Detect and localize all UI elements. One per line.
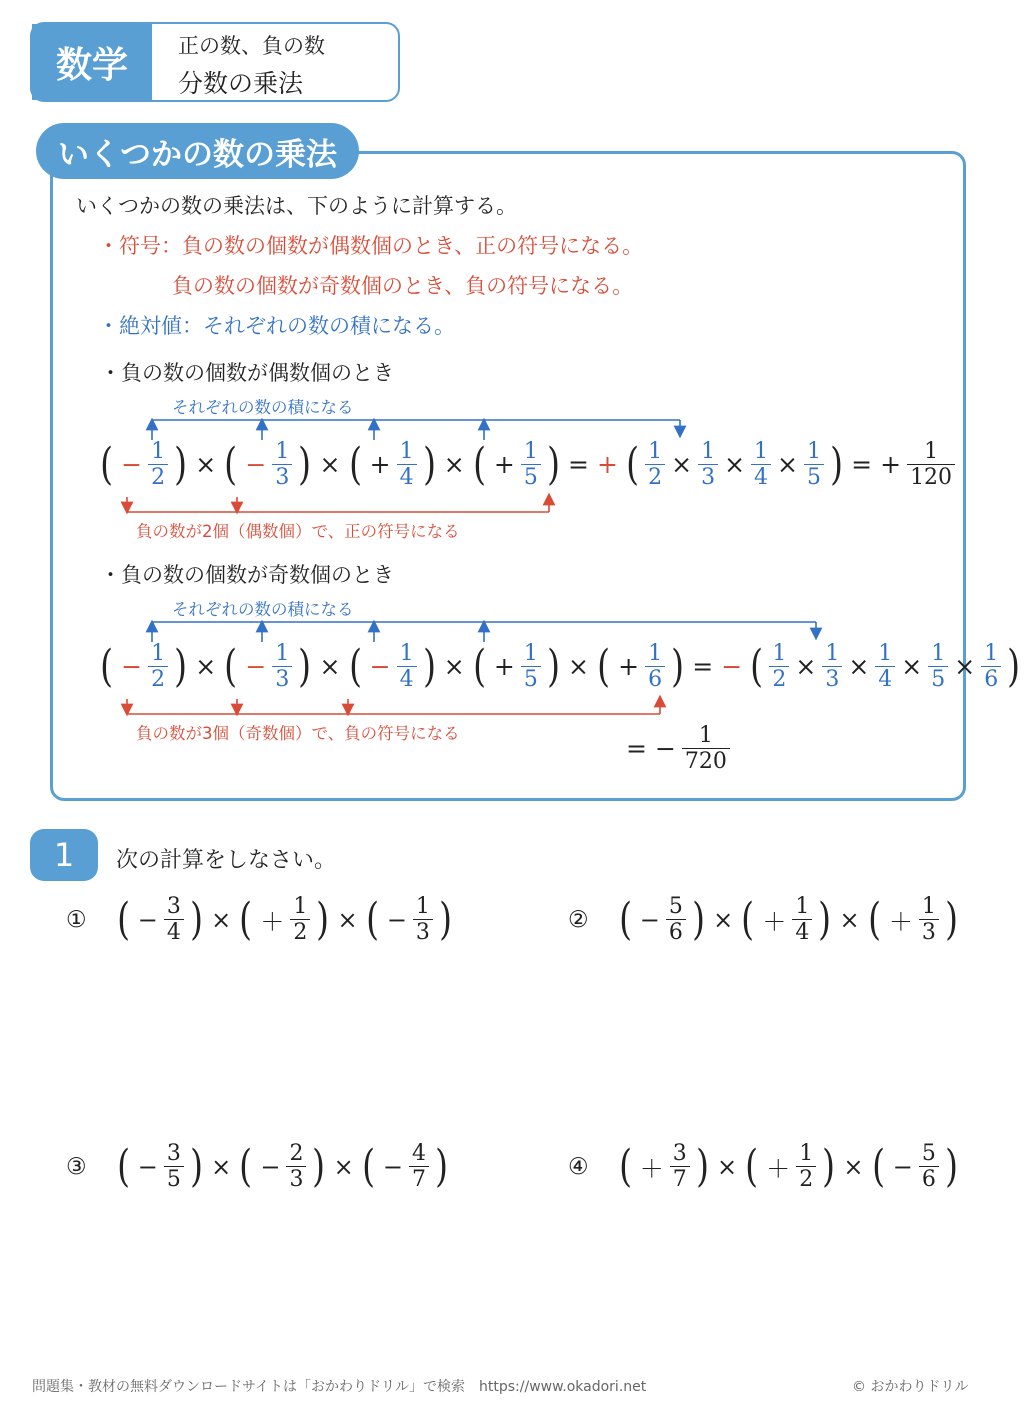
subject-badge: 数学 (32, 24, 152, 100)
odd-result: = − 1 720 (622, 724, 732, 773)
odd-product-note: それぞれの数の積になる (172, 600, 354, 619)
even-result-den: 120 (910, 465, 953, 491)
odd-sign-note: 負の数が3個（奇数個）で、負の符号になる (136, 724, 460, 743)
problem-4: ④ ( ＋ 3 7 ) × ( ＋ 1 2 ) × ( − 5 6 ) (568, 1140, 958, 1193)
rule-abs: ・絶対値：それぞれの数の積になる。 (98, 314, 455, 338)
section-title: いくつかの数の乗法 (36, 123, 359, 179)
problem-2: ② ( − 5 6 ) × ( ＋ 1 4 ) × ( ＋ 1 3 ) (568, 893, 958, 946)
rule-sign-2: 負の数の個数が奇数個のとき、負の符号になる。 (172, 274, 634, 298)
intro-text: いくつかの数の乗法は、下のように計算する。 (76, 194, 517, 218)
even-equation: ( − 1 2 ) × ( − 1 3 ) × ( + 1 4 ) × ( + 1 5 ) = + ( 1 2 × 1 3 × 1 4 × 1 5 ) = + 1 120 (96, 440, 957, 489)
even-sign-note: 負の数が2個（偶数個）で、正の符号になる (136, 522, 460, 541)
page-title: 分数の乗法 (178, 69, 304, 98)
problem-label: ② (568, 906, 589, 933)
exercise-number: 1 (30, 829, 98, 881)
odd-result-den: 720 (684, 749, 727, 775)
problem-label: ③ (66, 1153, 87, 1180)
even-heading: ・負の数の個数が偶数個のとき (100, 361, 394, 385)
odd-result-num: 1 (698, 723, 713, 748)
exercise-instruction: 次の計算をしなさい。 (116, 848, 337, 873)
rule-sign-1: ・符号：負の数の個数が偶数個のとき、正の符号になる。 (98, 234, 644, 258)
copyright-text: © おかわりドリル (852, 1379, 969, 1395)
problem-label: ① (66, 906, 87, 933)
problem-1: ① ( − 3 4 ) × ( ＋ 1 2 ) × ( − 1 3 ) (66, 893, 452, 946)
odd-heading: ・負の数の個数が奇数個のとき (100, 563, 394, 587)
footer-text: 問題集・教材の無料ダウンロードサイトは「おかわりドリル」で検索 https://www.okadori.net (32, 1379, 647, 1395)
problem-3: ③ ( − 3 5 ) × ( − 2 3 ) × ( − 4 7 ) (66, 1140, 449, 1193)
problem-label: ④ (568, 1153, 589, 1180)
unit-label: 正の数、負の数 (178, 34, 325, 58)
even-result-num: 1 (924, 439, 939, 464)
odd-equation: ( − 1 2 ) × ( − 1 3 ) × ( − 1 4 ) × ( + 1 5 ) × ( + 1 6 ) = − ( 1 2 × 1 3 × 1 4 × 1 5 × 1 6 ) (100, 640, 1021, 693)
even-product-note: それぞれの数の積になる (172, 398, 354, 417)
